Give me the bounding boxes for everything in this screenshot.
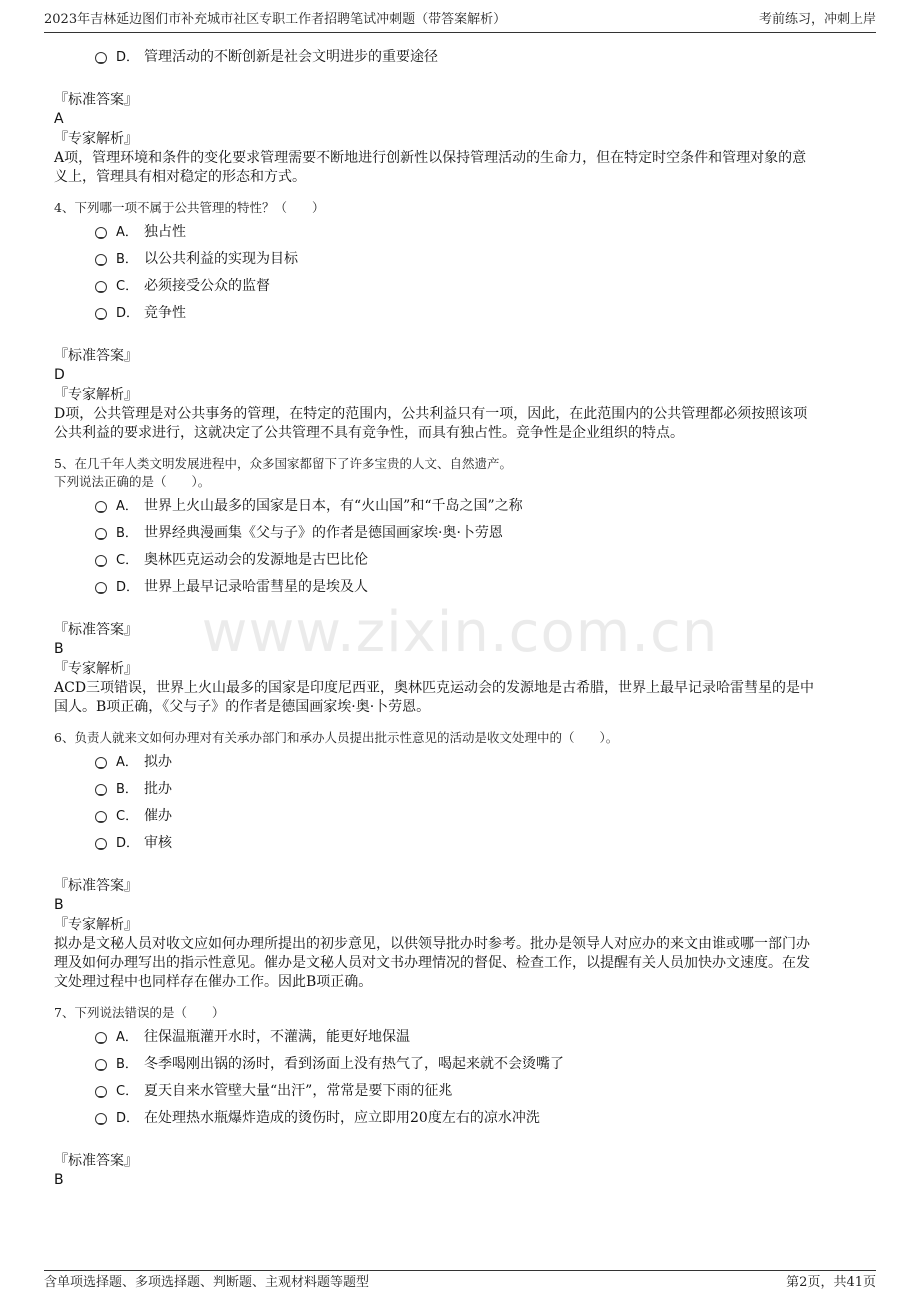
watermark: www.zixin.com.cn (201, 600, 719, 665)
option-a[interactable] (54, 1024, 866, 1051)
analysis-line: D项，公共管理是对公共事务的管理，在特定的范围内，公共利益只有一项，因此，在此范围内的公共管理都必须按照该项 (54, 406, 808, 422)
option-letter: C． (116, 553, 139, 568)
radio-icon[interactable] (95, 1086, 107, 1098)
option-d[interactable] (54, 44, 866, 71)
option-text: 在处理热水瓶爆炸造成的烫伤时，应立即用20度左右的凉水冲洗 (144, 1110, 540, 1126)
question-4 (54, 199, 866, 443)
footer-note: 含单项选择题、多项选择题、判断题、主观材料题等题型 (44, 1275, 370, 1290)
question-5 (54, 455, 866, 717)
radio-icon[interactable] (95, 555, 107, 567)
standard-answer-label: 『标准答案』 (54, 348, 138, 364)
page-content (54, 44, 866, 1189)
option-text: 冬季喝刚出锅的汤时，看到汤面上没有热气了，喝起来就不会烫嘴了 (144, 1056, 564, 1072)
option-d[interactable] (54, 574, 866, 601)
option-letter: B． (116, 252, 138, 267)
option-letter: A． (116, 1030, 138, 1045)
option-text: 世界经典漫画集《父与子》的作者是德国画家埃·奥·卜劳恩 (144, 525, 503, 541)
question-6 (54, 729, 866, 992)
question-text: 6、负责人就来文如何办理对有关承办部门和承办人员提出批示性意见的活动是收文处理中的（ ）。 (54, 730, 619, 745)
header-slogan: 考前练习，冲刺上岸 (758, 12, 876, 27)
option-letter: C． (116, 279, 139, 294)
radio-icon[interactable] (95, 784, 107, 796)
option-text: 审核 (144, 835, 172, 851)
analysis-label: 『专家解析』 (54, 387, 138, 403)
option-c[interactable] (54, 547, 866, 574)
question-3 (54, 44, 866, 187)
question-text: 5、在几千年人类文明发展进程中，众多国家都留下了许多宝贵的人文、自然遗产。 (54, 456, 512, 471)
option-a[interactable] (54, 749, 866, 776)
option-b[interactable] (54, 776, 866, 803)
radio-icon[interactable] (95, 281, 107, 293)
option-letter: B． (116, 526, 138, 541)
option-text: 奥林匹克运动会的发源地是古巴比伦 (144, 552, 368, 568)
option-text: 夏天自来水管壁大量“出汗”，常常是要下雨的征兆 (144, 1083, 453, 1099)
radio-icon[interactable] (95, 501, 107, 513)
page-number: 第2页，共41页 (786, 1275, 876, 1290)
radio-icon[interactable] (95, 528, 107, 540)
option-letter: B． (116, 1057, 138, 1072)
radio-icon[interactable] (95, 582, 107, 594)
question-text: 4、下列哪一项不属于公共管理的特性？（ ） (54, 200, 325, 215)
option-text: 以公共利益的实现为目标 (144, 251, 298, 267)
option-b[interactable] (54, 1051, 866, 1078)
standard-answer-label: 『标准答案』 (54, 878, 138, 894)
radio-icon[interactable] (95, 227, 107, 239)
option-text: 必须接受公众的监督 (144, 278, 270, 294)
radio-icon[interactable] (95, 308, 107, 320)
analysis-line: 理及如何办理写出的指示性意见。催办是文秘人员对文书办理情况的督促、检查工作，以提醒有关人员加快办文速度。在发 (54, 955, 810, 971)
option-a[interactable] (54, 219, 866, 246)
option-letter: D． (116, 1111, 140, 1126)
option-b[interactable] (54, 520, 866, 547)
option-letter: D． (116, 836, 140, 851)
option-d[interactable] (54, 300, 866, 327)
option-text: 竞争性 (144, 305, 186, 321)
radio-icon[interactable] (95, 1032, 107, 1044)
option-letter: D． (116, 306, 140, 321)
analysis-line: A项，管理环境和条件的变化要求管理需要不断地进行创新性以保持管理活动的生命力，但在特定时空条件和管理对象的意 (54, 150, 807, 166)
option-letter: D． (116, 50, 140, 65)
analysis-label: 『专家解析』 (54, 661, 138, 677)
radio-icon[interactable] (95, 1059, 107, 1071)
option-letter: C． (116, 1084, 139, 1099)
option-text: 世界上最早记录哈雷彗星的是埃及人 (144, 579, 368, 595)
option-text: 往保温瓶灌开水时，不灌满，能更好地保温 (144, 1029, 410, 1045)
answer-value: B (54, 1172, 64, 1188)
radio-icon[interactable] (95, 1113, 107, 1125)
standard-answer-label: 『标准答案』 (54, 1153, 138, 1169)
option-letter: A． (116, 499, 138, 514)
option-b[interactable] (54, 246, 866, 273)
option-text: 拟办 (144, 754, 172, 770)
answer-value: B (54, 897, 64, 913)
option-text: 世界上火山最多的国家是日本，有“火山国”和“千岛之国”之称 (144, 498, 523, 514)
option-c[interactable] (54, 1078, 866, 1105)
option-d[interactable] (54, 830, 866, 857)
option-c[interactable] (54, 803, 866, 830)
radio-icon[interactable] (95, 838, 107, 850)
option-text: 独占性 (144, 224, 186, 240)
question-7 (54, 1004, 866, 1189)
document-title: 2023年吉林延边图们市补充城市社区专职工作者招聘笔试冲刺题（带答案解析） (44, 12, 507, 27)
option-c[interactable] (54, 273, 866, 300)
option-text: 催办 (144, 808, 172, 824)
analysis-line: 国人。B项正确，《父与子》的作者是德国画家埃·奥·卜劳恩。 (54, 699, 431, 715)
radio-icon[interactable] (95, 811, 107, 823)
option-a[interactable] (54, 493, 866, 520)
analysis-line: 义上，管理具有相对稳定的形态和方式。 (54, 169, 306, 185)
option-letter: C． (116, 809, 139, 824)
standard-answer-label: 『标准答案』 (54, 92, 138, 108)
option-text: 批办 (144, 781, 172, 797)
answer-value: A (54, 111, 64, 127)
radio-icon[interactable] (95, 52, 107, 64)
answer-value: D (54, 367, 65, 383)
option-letter: B． (116, 782, 138, 797)
option-letter: A． (116, 225, 138, 240)
answer-value: B (54, 641, 64, 657)
analysis-line: 公共利益的要求进行，这就决定了公共管理不具有竞争性，而具有独占性。竞争性是企业组织的特点。 (54, 425, 684, 441)
question-text: 7、下列说法错误的是（ ） (54, 1005, 225, 1020)
analysis-line: 文处理过程中也同样存在催办工作。因此B项正确。 (54, 974, 373, 990)
page-header (44, 10, 876, 33)
analysis-label: 『专家解析』 (54, 917, 138, 933)
option-d[interactable] (54, 1105, 866, 1132)
option-letter: D． (116, 580, 140, 595)
page-footer (44, 1270, 876, 1293)
question-text: 下列说法正确的是（ ）。 (54, 474, 211, 489)
option-letter: A． (116, 755, 138, 770)
analysis-line: 拟办是文秘人员对收文应如何办理所提出的初步意见，以供领导批办时参考。批办是领导人对应办的来文由谁或哪一部门办 (54, 936, 810, 952)
standard-answer-label: 『标准答案』 (54, 622, 138, 638)
option-text: 管理活动的不断创新是社会文明进步的重要途径 (144, 49, 438, 65)
radio-icon[interactable] (95, 254, 107, 266)
analysis-label: 『专家解析』 (54, 131, 138, 147)
analysis-line: ACD三项错误，世界上火山最多的国家是印度尼西亚，奥林匹克运动会的发源地是古希腊，世界上最早记录哈雷彗星的是中 (54, 680, 815, 696)
radio-icon[interactable] (95, 757, 107, 769)
